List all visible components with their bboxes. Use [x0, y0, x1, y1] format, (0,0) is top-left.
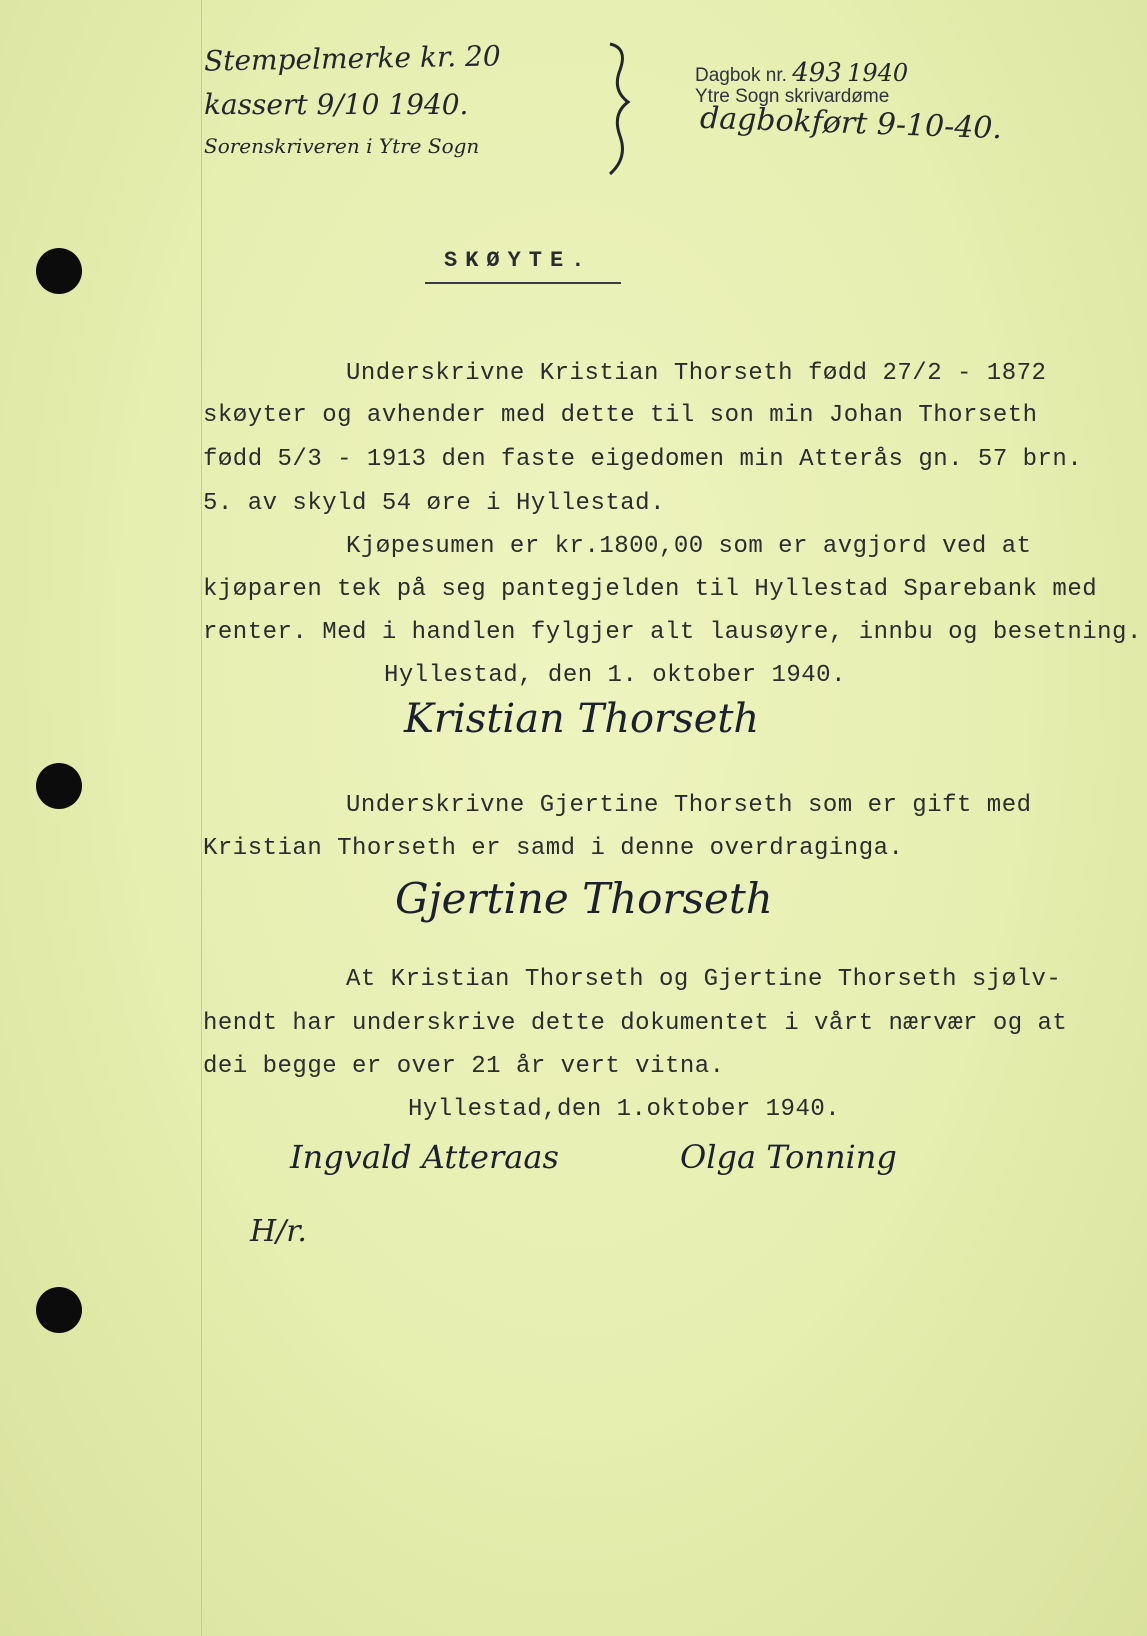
signature-gjertine: Gjertine Thorseth	[395, 874, 773, 923]
document-title: SKØYTE.	[444, 248, 593, 273]
place-date: Hyllestad,den 1.oktober 1940.	[408, 1096, 841, 1123]
stamp-note-line2: kassert 9/10 1940.	[204, 88, 469, 121]
signature-kristian: Kristian Thorseth	[404, 696, 760, 742]
dagbokfort-note: dagbokført 9-10-40.	[699, 100, 1003, 147]
text-line: 5. av skyld 54 øre i Hyllestad.	[203, 490, 665, 517]
office-stamp: Ytre Sogn skrivardøme	[695, 86, 890, 107]
punch-hole-bottom	[36, 1287, 82, 1333]
text-line: dei begge er over 21 år vert vitna.	[203, 1053, 725, 1080]
dagbok-year: 1940	[847, 59, 909, 87]
punch-hole-middle	[36, 763, 82, 809]
text-line: Underskrivne Kristian Thorseth fødd 27/2 - 1872	[346, 360, 1047, 387]
text-line: hendt har underskrive dette dokumentet i vårt nærvær og at	[203, 1010, 1068, 1037]
signature-witness-2: Olga Tonning	[680, 1138, 897, 1176]
dagbok-prefix: Dagbok nr.	[695, 65, 787, 86]
text-line: Kjøpesumen er kr.1800,00 som er avgjord ved at	[346, 533, 1032, 560]
initials-note: H/r.	[250, 1214, 307, 1249]
dagbok-stamp	[695, 58, 908, 88]
text-line: renter. Med i handlen fylgjer alt lausøyre, innbu og besetning.	[203, 619, 1142, 646]
text-line: fødd 5/3 - 1913 den faste eigedomen min Atterås gn. 57 brn.	[203, 446, 1083, 473]
text-line: Kristian Thorseth er samd i denne overdraginga.	[203, 835, 904, 862]
dagbok-number: 493	[792, 58, 842, 88]
stamp-note-line3: Sorenskriveren i Ytre Sogn	[204, 134, 480, 158]
title-underline	[425, 282, 621, 284]
stamp-note-line1: Stempelmerke kr. 20	[203, 39, 501, 78]
place-date: Hyllestad, den 1. oktober 1940.	[384, 662, 846, 689]
text-line: At Kristian Thorseth og Gjertine Thorseth sjølv-	[346, 966, 1062, 993]
punch-hole-top	[36, 248, 82, 294]
text-line: Underskrivne Gjertine Thorseth som er gift med	[346, 792, 1032, 819]
brace-mark	[606, 40, 636, 180]
margin-line	[201, 0, 202, 1636]
signature-witness-1: Ingvald Atteraas	[290, 1138, 559, 1176]
text-line: kjøparen tek på seg pantegjelden til Hyllestad Sparebank med	[203, 576, 1098, 603]
text-line: skøyter og avhender med dette til son min Johan Thorseth	[203, 402, 1038, 429]
